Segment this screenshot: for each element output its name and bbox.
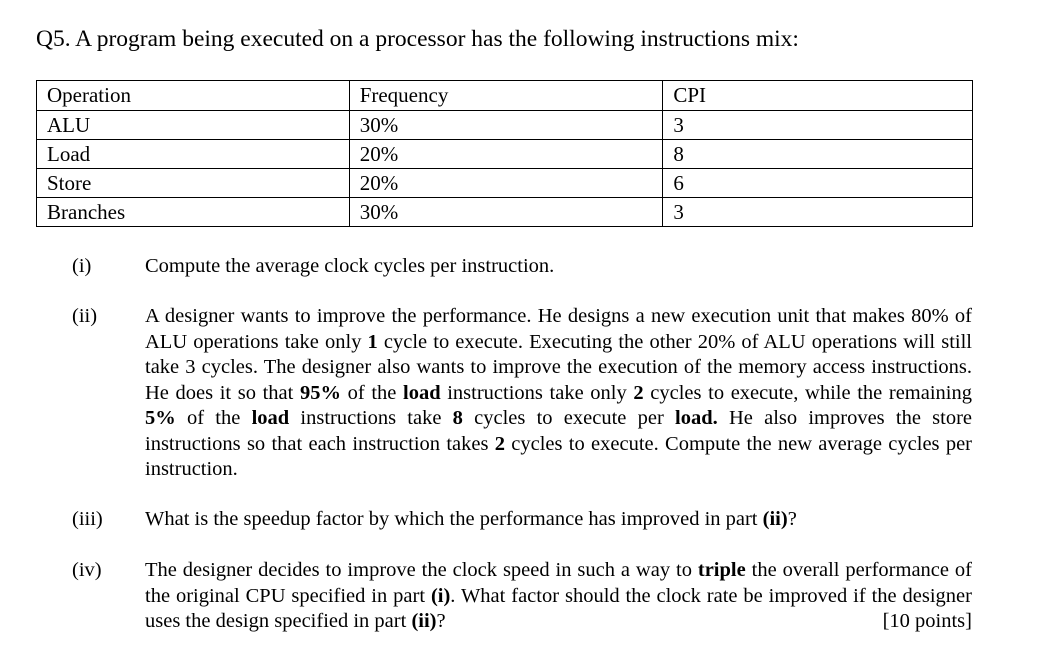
cell-cpi: 8 [663, 140, 973, 169]
cell-operation: Store [37, 169, 350, 198]
part-i-number: (i) [72, 255, 92, 277]
instruction-mix-table [36, 80, 973, 227]
part-iv-text: The designer decides to improve the clock speed in such a way to triple the overall performance of the original CPU specified in part (i). What factor should the clock rate be improved if the designer uses the design specified in part (ii)? [10 points] [145, 558, 972, 635]
header-frequency: Frequency [349, 81, 663, 111]
part-iii-number: (iii) [72, 508, 103, 530]
cell-cpi: 3 [663, 198, 973, 227]
part-ii-number: (ii) [72, 305, 98, 327]
header-operation: Operation [37, 81, 350, 111]
cell-cpi: 3 [663, 111, 973, 140]
cell-operation: ALU [37, 111, 350, 140]
part-i-text: Compute the average clock cycles per instruction. [145, 255, 555, 277]
cell-frequency: 20% [349, 140, 663, 169]
question-title: Q5. A program being executed on a processor has the following instructions mix: [36, 26, 799, 52]
table-row [37, 111, 973, 140]
cell-frequency: 20% [349, 169, 663, 198]
part-iii-text: What is the speedup factor by which the performance has improved in part (ii)? [145, 508, 797, 530]
cell-operation: Branches [37, 198, 350, 227]
points-label: [10 points] [882, 610, 972, 632]
cell-operation: Load [37, 140, 350, 169]
part-iv-number: (iv) [72, 559, 102, 581]
table-row [37, 140, 973, 169]
header-cpi: CPI [663, 81, 973, 111]
cell-frequency: 30% [349, 111, 663, 140]
table-row [37, 169, 973, 198]
cell-frequency: 30% [349, 198, 663, 227]
cell-cpi: 6 [663, 169, 973, 198]
part-ii-text: A designer wants to improve the performance. He designs a new execution unit that makes 80% of ALU operations take only 1 cycle to execute. Executing the other 20% of ALU operations will still take 3 cycles. The designer also wants to improve the execution of the memory access instructions. He does it so that 95% of the load instructions take only 2 cycles to execute, while the remaining 5% of the load instructions take 8 cycles to execute per load. He also improves the store instructions so that each instruction takes 2 cycles to execute. Compute the new average cycles per instruction. [145, 305, 972, 480]
table-header-row [37, 81, 973, 111]
table-row [37, 198, 973, 227]
